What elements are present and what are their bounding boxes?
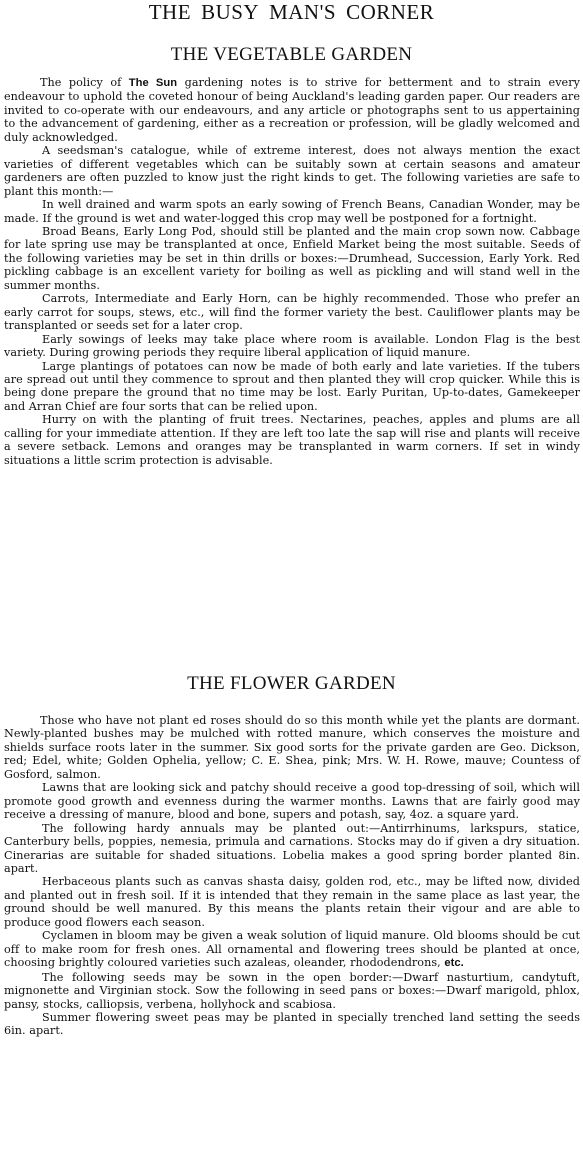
article-paragraph (4, 76, 580, 144)
article-paragraph: The following hardy annuals may be planted out:—Antirrhinums, larkspurs, statice, Canterbury bells, poppies, nemesia, primula and carnations. Stocks may do if given a dry situation. Cinerarias are suitable for shaded situations. Lobelia makes a good spring border planted 8in. apart. (4, 821, 580, 875)
article-paragraph: Early sowings of leeks may take place where room is available. London Flag is the best variety. During growing periods they require liberal application of liquid manure. (4, 332, 580, 360)
article-paragraph: Herbaceous plants such as canvas shasta daisy, golden rod, etc., may be lifted now, divided and planted out in fresh soil. If it is intended that they remain in the same place as last year, the ground should be well manured. By this means the plants retain their vigour and are able to produce good flowers each season. (4, 875, 580, 929)
newspaper-name: The Sun (128, 77, 178, 89)
paragraph-text: Cyclamen in bloom may be given a weak solution of liquid manure. Old blooms should be cut off to make room for fresh ones. All ornamental and flowering trees should be planted at once, choosing brightly coloured varieties such azaleas, oleander, rhododendrons, (4, 929, 580, 970)
masthead-word-mans: MAN'S (269, 0, 337, 24)
masthead-word-busy: BUSY (201, 0, 260, 24)
article-paragraph: A seedsman's catalogue, while of extreme interest, does not always mention the exact varieties of different vegetables which can be suitably sown at certain seasons and amateur gardeners are often puzzled to know just the right kinds to get. The following varieties are safe to plant this month:— (4, 144, 580, 198)
flower-garden-heading: THE FLOWER GARDEN (187, 673, 396, 694)
article-paragraph: In well drained and warm spots an early sowing of French Beans, Canadian Wonder, may be made. If the ground is wet and water-logged this crop may well be postponed for a fortnight. (4, 198, 580, 225)
masthead-word-corner: CORNER (346, 0, 435, 24)
article-paragraph: Large plantings of potatoes can now be made of both early and late varieties. If the tubers are spread out until they commence to sprout and then planted they will crop quicker. While this is being done prepare the ground that no time may be lost. Early Puritan, Up-to-dates, Gamekeeper and Arran Chief are four sorts that can be relied upon. (4, 359, 580, 413)
paragraph-text: gardening notes is to strive for betterment and to strain every endeavour to uphold the coveted honour of being Auckland's leading garden paper. Our readers are invited to co-operate with our endeavours, and any article or photographs sent to us appertaining to the advancement of gardening, either as a recreation or profession, will be gladly welcomed and duly acknowledged. (4, 76, 580, 144)
etc-abbreviation: etc. (444, 957, 464, 970)
masthead-word-the: THE (148, 0, 192, 24)
vegetable-garden-article (4, 76, 580, 467)
article-paragraph: The following seeds may be sown in the open border:—Dwarf nasturtium, candytuft, mignonette and Virginian stock. Sow the following in seed pans or boxes:—Dwarf marigold, phlox, pansy, stocks, calliopsis, verbena, hollyhock and scabiosa. (4, 970, 580, 1011)
article-paragraph: Carrots, Intermediate and Early Horn, can be highly recommended. Those who prefer an early carrot for soups, stews, etc., will find the former variety the best. Cauliflower plants may be transplanted or seeds set for a later crop. (4, 292, 580, 333)
column-masthead (0, 0, 583, 26)
article-paragraph: Those who have not plant ed roses should do so this month while yet the plants are dormant. Newly-planted bushes may be mulched with rotted manure, which conserves the moisture and shields surface roots later in the summer. Six good sorts for the private garden are Geo. Dickson, red; Edel, white; Golden Ophelia, yellow; C. E. Shea, pink; Mrs. W. H. Rowe, mauve; Countess of Gosford, salmon. (4, 714, 580, 781)
article-paragraph: Hurry on with the planting of fruit trees. Nectarines, peaches, apples and plums are all calling for your immediate attention. If they are left too late the sap will rise and plants will receive a severe setback. Lemons and oranges may be transplanted in warm corners. If set in windy situations a little scrim protection is advisable. (4, 413, 580, 467)
flower-garden-article (4, 714, 580, 1038)
article-paragraph: Summer flowering sweet peas may be planted in specially trenched land setting the seeds 6in. apart. (4, 1010, 580, 1038)
paragraph-text: The policy of (40, 76, 129, 89)
vegetable-garden-heading: THE VEGETABLE GARDEN (170, 44, 413, 65)
article-paragraph (4, 929, 580, 970)
article-paragraph: Broad Beans, Early Long Pod, should still be planted and the main crop sown now. Cabbage for late spring use may be transplanted at once, Enfield Market being the most suitable. Seeds of the following varieties may be set in thin drills or boxes:—Drumhead, Succession, Early York. Red pickling cabbage is an excellent variety for boiling as well as pickling and will stand well in the summer months. (4, 224, 580, 292)
article-paragraph: Lawns that are looking sick and patchy should receive a good top-dressing of soil, which will promote good growth and evenness during the warmer months. Lawns that are fairly good may receive a dressing of manure, blood and bone, supers and potash, say, 4oz. a square yard. (4, 781, 580, 822)
